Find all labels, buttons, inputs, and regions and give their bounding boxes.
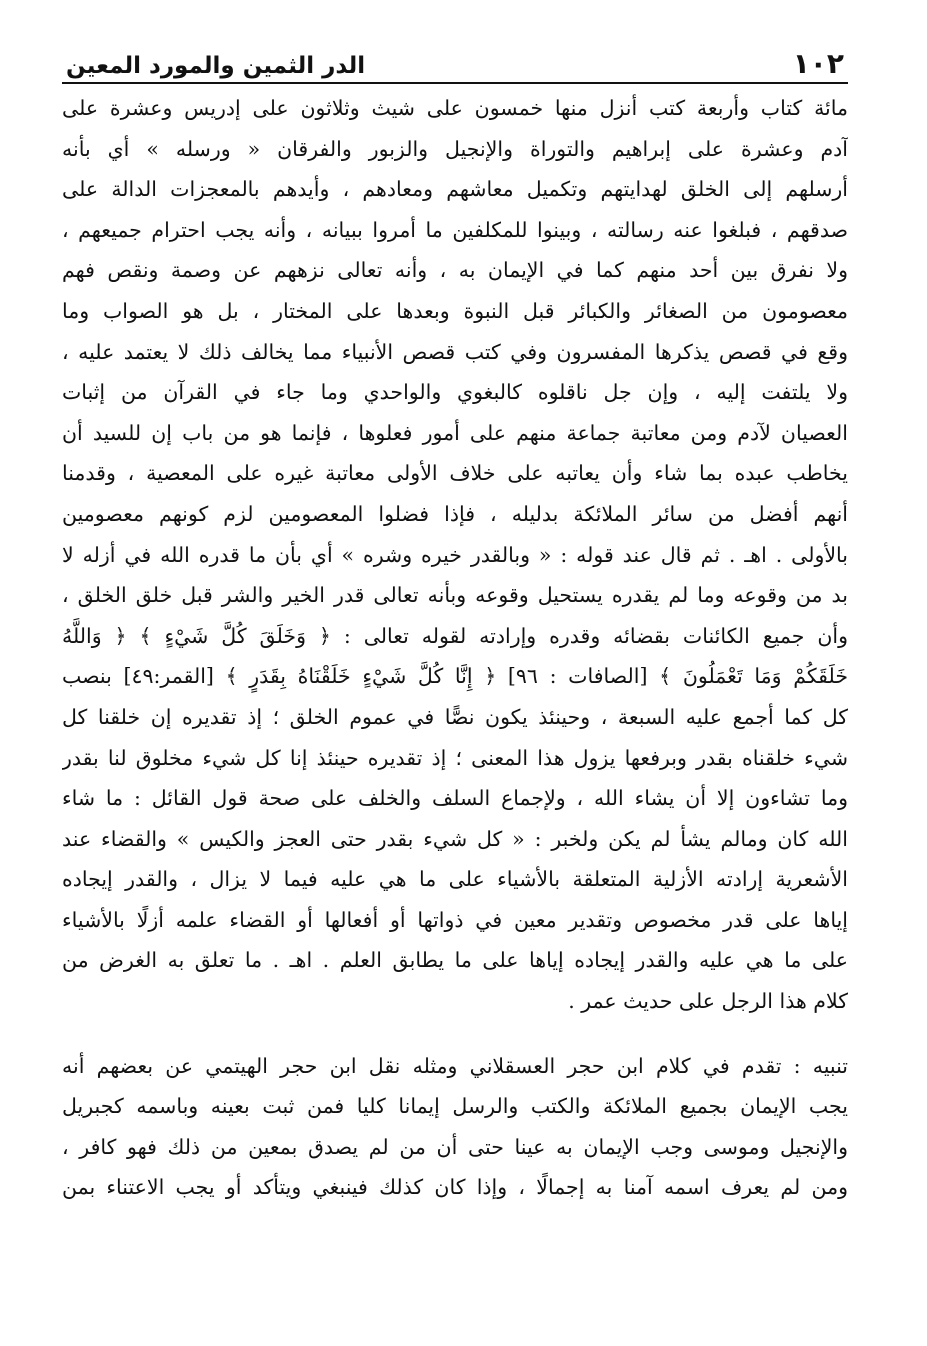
text-line: ومن لم يعرف اسمه آمنا به إجمالًا ، وإذا كان كذلك فينبغي ويتأكد أو يجب الاعتناء بمن	[62, 1175, 848, 1200]
text-line: الله كان ومالم يشأ لم يكن ولخبر : « كل شيء بقدر حتى العجز والكيس » والقضاء عند	[62, 826, 848, 851]
text-line: على ما هي عليه والقدر إيجاده إياها على ما يطابق العلم . اهـ . ما تعلق به الغرض من	[62, 948, 848, 973]
text-line: إياها على قدر مخصوص وتقدير معين في ذواتها أو أفعالها أو القضاء علمه أزلًا بالأشياء	[62, 907, 848, 932]
body-text	[62, 88, 848, 1208]
text-line: معصومون من الصغائر والكبائر قبل النبوة وبعدها على المختار ، بل هو الصواب وما	[62, 298, 848, 323]
paragraph-gap	[62, 1022, 848, 1046]
text-line: والإنجيل وموسى وجب الإيمان به عينا حتى أن من لم يصدق بمعين من ذلك فهو كافر ،	[62, 1134, 848, 1159]
text-line: خَلَقَكُمْ وَمَا تَعْمَلُونَ ﴾ [الصافات : ٩٦] ﴿ إِنَّا كُلَّ شَيْءٍ خَلَقْنَاهُ بِقَدَرٍ ﴾ [القمر:٤٩] بنصب	[62, 664, 848, 689]
text-line: أرسلهم إلى الخلق لهدايتهم وتكميل معاشهم ومعادهم ، وأيدهم بالمعجزات الدالة على	[62, 177, 848, 202]
text-line: وأن جميع الكائنات بقضائه وقدره وإرادته لقوله تعالى : ﴿ وَخَلَقَ كُلَّ شَيْءٍ ﴾ ﴿ وَاللَّهُ	[62, 623, 848, 648]
book-page	[62, 38, 848, 1208]
text-line: العصيان لآدم ومن معاتبة جماعة منهم على أمور فعلوها ، فإنما هو من باب إن للسيد أن	[62, 420, 848, 445]
text-line: كلام هذا الرجل على حديث عمر .	[568, 989, 848, 1014]
text-line: ولا نفرق بين أحد منهم كما في الإيمان به ، وأنه تعالى نزههم عن وصمة ونقص فهم	[62, 258, 848, 283]
page-number: ١٠٢	[792, 47, 844, 80]
text-line: وما تشاءون إلا أن يشاء الله ، ولإجماع السلف والخلف على صحة قول القائل : ما شاء	[62, 786, 848, 811]
text-line: صدقهم ، فبلغوا عنه رسالته ، وبينوا للمكلفين ما أمروا ببيانه ، وأنه يجب احترام جميعهم ،	[62, 217, 848, 242]
text-line: الأشعرية إرادته الأزلية المتعلقة بالأشياء على ما هي عليه فيما لا يزال ، والقدر إيجاده	[62, 867, 848, 892]
paragraph-main	[62, 88, 848, 1022]
text-line: تنبيه : تقدم في كلام ابن حجر العسقلاني ومثله نقل ابن حجر الهيتمي عن بعضهم أنه	[62, 1053, 848, 1078]
text-line: يخاطب عبده بما شاء وأن يعاتبه على خلاف الأولى معاتبة غيره على المعصية ، وقدمنا	[62, 461, 848, 486]
book-title: الدر الثمين والمورد المعين	[66, 53, 366, 79]
text-line: كل كما أجمع عليه السبعة ، وحينئذ يكون نصًّا في عموم الخلق ؛ إذ تقديره إن خلقنا كل	[62, 704, 848, 729]
text-line: مائة كتاب وأربعة كتب أنزل منها خمسون على شيث وثلاثون على إدريس وعشرة على	[62, 96, 848, 120]
text-line: آدم وعشرة على إبراهيم والتوراة والإنجيل والزبور والفرقان « ورسله » أي بأنه	[62, 136, 848, 161]
text-line: ولا يلتفت إليه ، وإن جل ناقلوه كالبغوي والواحدي وما جاء في القرآن من إثبات	[62, 380, 848, 405]
text-line: شيء خلقناه بقدر وبرفعها يزول هذا المعنى ؛ إذ تقديره حينئذ إنا كل شيء مخلوق لنا بقدر	[62, 745, 848, 770]
text-line: بد من وقوعه وما لم يقدره يستحيل وقوعه وبأنه تعالى قدر الخير والشر قبل خلق الخلق ،	[62, 583, 848, 608]
paragraph-note	[62, 1046, 848, 1208]
text-line: وقع في قصص يذكرها المفسرون وفي كتب قصص الأنبياء مما يخالف ذلك لا يعتمد عليه ،	[62, 339, 848, 364]
text-line: أنهم أفضل من سائر الملائكة بدليله ، فإذا فضلوا المعصومين لزم كونهم معصومين	[62, 501, 848, 526]
running-header	[62, 38, 848, 84]
text-line: يجب الإيمان بجميع الملائكة والكتب والرسل إيمانا كليا فمن ثبت بعينه وباسمه كجبريل	[62, 1094, 848, 1119]
text-line: بالأولى . اهـ . ثم قال عند قوله : « وبالقدر خيره وشره » أي بأن ما قدره الله في أزله لا	[62, 542, 848, 567]
